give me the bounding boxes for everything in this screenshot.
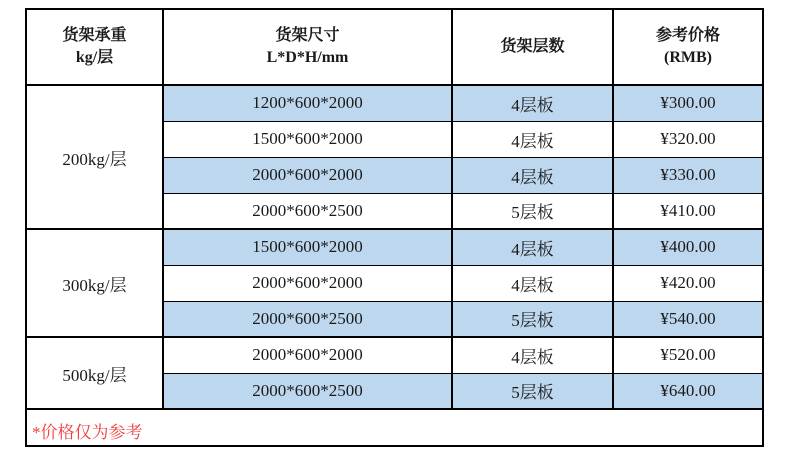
shelf-price-table [25, 8, 764, 447]
layers-cell: 4层板 [452, 337, 613, 373]
layers-cell: 4层板 [452, 121, 613, 157]
size-cell: 1500*600*2000 [163, 121, 452, 157]
size-cell: 2000*600*2000 [163, 265, 452, 301]
price-cell: ¥520.00 [613, 337, 763, 373]
price-cell: ¥320.00 [613, 121, 763, 157]
load-capacity-cell: 500kg/层 [26, 337, 163, 409]
col-header-price-line2: (RMB) [664, 49, 712, 66]
layers-cell: 5层板 [452, 193, 613, 229]
layers-cell: 4层板 [452, 85, 613, 121]
col-header-layers [452, 9, 613, 85]
layers-cell: 4层板 [452, 229, 613, 265]
col-header-dimensions [163, 9, 452, 85]
size-cell: 2000*600*2000 [163, 337, 452, 373]
shelf-price-table-container [25, 8, 764, 447]
col-header-price [613, 9, 763, 85]
price-cell: ¥410.00 [613, 193, 763, 229]
footnote-row [26, 409, 763, 446]
size-cell: 2000*600*2500 [163, 193, 452, 229]
table-row [26, 337, 763, 373]
layers-cell: 5层板 [452, 373, 613, 409]
price-cell: ¥300.00 [613, 85, 763, 121]
col-header-load-line2: kg/层 [75, 49, 114, 66]
col-header-dimensions-line1: 货架尺寸 [275, 26, 340, 44]
col-header-dimensions-line2: L*D*H/mm [266, 49, 349, 66]
load-capacity-cell: 300kg/层 [26, 229, 163, 337]
size-cell: 1200*600*2000 [163, 85, 452, 121]
layers-cell: 4层板 [452, 157, 613, 193]
size-cell: 1500*600*2000 [163, 229, 452, 265]
size-cell: 2000*600*2000 [163, 157, 452, 193]
layers-cell: 4层板 [452, 265, 613, 301]
price-disclaimer: *价格仅为参考 [26, 409, 763, 446]
col-header-layers-line1: 货架层数 [500, 37, 565, 55]
load-capacity-cell: 200kg/层 [26, 85, 163, 229]
col-header-load-capacity [26, 9, 163, 85]
table-row [26, 229, 763, 265]
header-row [26, 9, 763, 85]
price-cell: ¥330.00 [613, 157, 763, 193]
col-header-price-line1: 参考价格 [655, 26, 720, 44]
price-cell: ¥640.00 [613, 373, 763, 409]
size-cell: 2000*600*2500 [163, 373, 452, 409]
col-header-load-line1: 货架承重 [62, 26, 127, 44]
price-cell: ¥400.00 [613, 229, 763, 265]
price-cell: ¥540.00 [613, 301, 763, 337]
table-row [26, 85, 763, 121]
layers-cell: 5层板 [452, 301, 613, 337]
size-cell: 2000*600*2500 [163, 301, 452, 337]
price-cell: ¥420.00 [613, 265, 763, 301]
